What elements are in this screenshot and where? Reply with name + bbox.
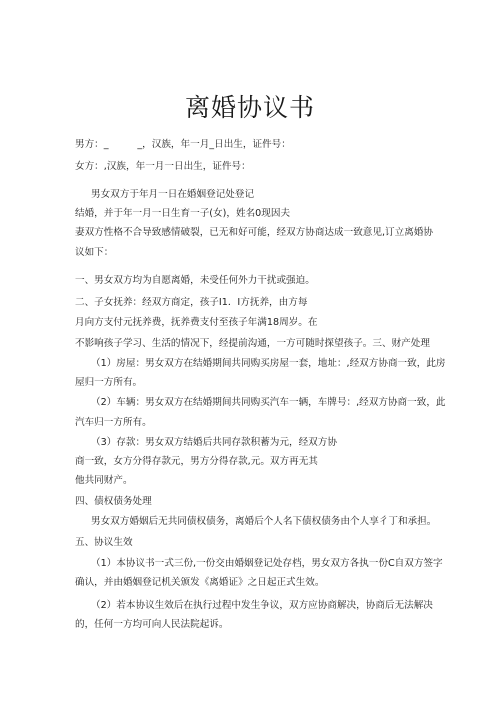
wife-info-line: 女方：,汉族，年一月一日出生，证件号： [75,161,251,172]
marriage-registration-line: 男女双方于年月一日在婚姻登记处登记 [91,189,255,200]
clause-one-voluntary: 一、男女双方均为自愿离婚，未受任何外力干扰或强迫。 [75,275,315,286]
dispute-clause: （2）若本协议生效后在执行过程中发生争议，双方应协商解决，协商后无法解决 [91,600,433,611]
effect-copies-clause: （1）本协议书一式三份,一份交由婚姻登记处存档，男女双方各执一份C自双方签字 [91,558,443,569]
clause-two-custody: 二、子女抚养：经双方商定，孩子I1．I方抚养，由方每 [75,297,308,308]
child-birth-line: 结婚，并于年一月一日生育一子(女)，姓名0现因夫 [75,208,291,219]
debts-clause: 男女双方婚姻后无共同债权债务，离婚后个人名下债权债务由个人享彳丁和承担。 [91,516,437,527]
effect-certificate-line: 确认，并由婚姻登记机关颁发《离婚证》之日起正式生效。 [75,577,325,588]
property-house-clause: （1）房屋：男女双方在结婚期间共同购买房屋一套，地址：,经双方协商一致，此房 [91,358,446,369]
child-support-line: 月向方支付元抚养费，抚养费支付至孩子年满18周岁。在 [75,317,318,328]
husband-info-line: 男方：_ _，汉族，年一月_日出生，证件号： [75,139,291,150]
property-house-owner: 屋归一方所有。 [75,377,143,388]
divorce-reason-line: 妻双方性格不合导致感情破裂，已无和好可能，经双方协商达成一致意见,订立离婚协 [75,227,434,238]
property-car-clause: （2）车辆：男女双方在结婚期间共同购买汽车一辆，车牌号：,经双方协商一致，此 [91,397,446,408]
savings-split-line: 商一致，女方分得存款元，男方分得存款,元。双方再无其 [75,456,318,467]
clause-four-debts-heading: 四、债权债务处理 [75,496,152,507]
property-savings-clause: （3）存款：男女双方结婚后共同存款积蓄为元，经双方协 [91,437,337,448]
property-car-owner: 汽车归一方所有。 [75,417,152,428]
court-line: 的，任何一方均可向人民法院起诉。 [75,619,229,630]
visitation-and-property-heading: 不影响孩子学习、生活的情况下，经提前沟通，一方可随时探望孩子。三、财产处理 [75,338,430,349]
document-title: 离婚协议书 [184,93,315,122]
clause-five-effect-heading: 五、协议生效 [75,537,133,548]
no-other-property-line: 他共同财产。 [75,475,133,486]
agreement-intro-line: 议如下： [75,247,114,258]
